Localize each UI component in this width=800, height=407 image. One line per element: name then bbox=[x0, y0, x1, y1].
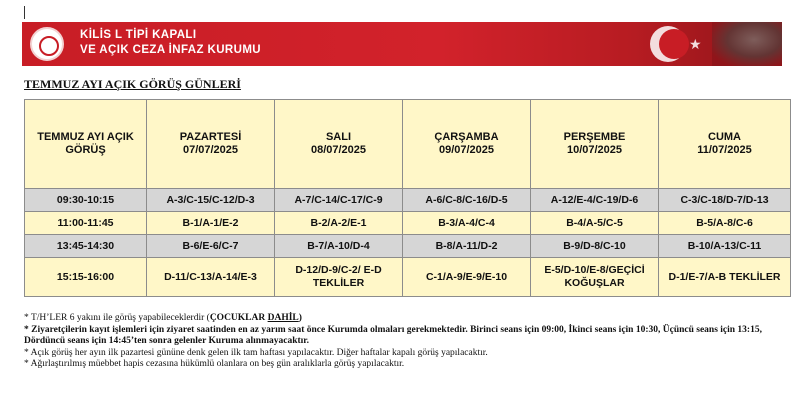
note-text: * Ziyaretçilerin kayıt işlemleri için ziyaret saatinden en az yarım saat önce Kurumda olmaları gerekmektedir. Birinci seans için 09:00, İkinci seans için 10:30, Üçüncü seans için 13:15, Dördüncü seans için 14:45’ten sonra gelenler Kuruma alınmayacaktır. bbox=[24, 324, 762, 347]
note-open-visit: * Açık görüş her ayın ilk pazartesi gününe denk gelen ilk tam haftası yapılacaktır. Diğer haftalar kapalı görüş yapılacaktır. bbox=[24, 347, 488, 358]
table-cell: C-1/A-9/E-9/E-10 bbox=[403, 258, 531, 297]
flag-crescent-icon bbox=[650, 26, 686, 62]
table-cell: D-11/C-13/A-14/E-3 bbox=[147, 258, 275, 297]
table-cell: B-6/E-6/C-7 bbox=[147, 235, 275, 258]
note-life-sentence: * Ağırlaştırılmış müebbet hapis cezasına hükümlü olanlara on beş gün aralıklarla görüş yapılacaktır. bbox=[24, 359, 405, 370]
ministry-logo-icon bbox=[30, 27, 64, 61]
time-slot: 11:00-11:45 bbox=[25, 212, 147, 235]
table-cell: B-4/A-5/C-5 bbox=[531, 212, 659, 235]
note-emphasis-underlined: DAHİL bbox=[267, 313, 299, 323]
day-header-friday bbox=[659, 100, 791, 189]
table-row bbox=[25, 235, 791, 258]
institution-title bbox=[80, 28, 261, 58]
note-text: * T/H’LER 6 yakını ile görüş yapabileceklerdir ( bbox=[24, 313, 210, 323]
flag-star-icon: ★ bbox=[689, 36, 702, 52]
note-relatives bbox=[24, 313, 790, 325]
table-cell: C-3/C-18/D-7/D-13 bbox=[659, 189, 791, 212]
table-cell: A-3/C-15/C-12/D-3 bbox=[147, 189, 275, 212]
portrait-image bbox=[712, 22, 782, 66]
table-cell: B-2/A-2/E-1 bbox=[275, 212, 403, 235]
day-date: 08/07/2025 bbox=[310, 144, 367, 156]
day-header-tuesday bbox=[275, 100, 403, 189]
institution-title-line2: VE AÇIK CEZA İNFAZ KURUMU bbox=[80, 44, 262, 56]
day-header-thursday bbox=[531, 100, 659, 189]
text-cursor bbox=[24, 6, 25, 19]
table-cell: B-3/A-4/C-4 bbox=[403, 212, 531, 235]
page-heading: TEMMUZ AYI AÇIK GÖRÜŞ GÜNLERİ bbox=[24, 77, 241, 91]
table-cell: B-5/A-8/C-6 bbox=[659, 212, 791, 235]
day-header-monday bbox=[147, 100, 275, 189]
table-row bbox=[25, 189, 791, 212]
day-name: ÇARŞAMBA bbox=[434, 131, 499, 143]
table-cell: B-1/A-1/E-2 bbox=[147, 212, 275, 235]
table-cell: E-5/D-10/E-8/GEÇİCİ KOĞUŞLAR bbox=[531, 258, 659, 297]
day-name: SALI bbox=[325, 131, 352, 143]
table-cell: B-10/A-13/C-11 bbox=[659, 235, 791, 258]
day-name: PERŞEMBE bbox=[563, 131, 626, 143]
corner-header: TEMMUZ AYI AÇIK GÖRÜŞ bbox=[25, 100, 147, 189]
table-cell: B-9/D-8/C-10 bbox=[531, 235, 659, 258]
table-row bbox=[25, 258, 791, 297]
notes-section bbox=[24, 313, 790, 371]
table-row bbox=[25, 212, 791, 235]
table-cell: A-12/E-4/C-19/D-6 bbox=[531, 189, 659, 212]
note-registration bbox=[24, 325, 790, 348]
visit-schedule-table bbox=[24, 99, 791, 297]
table-cell: B-8/A-11/D-2 bbox=[403, 235, 531, 258]
table-cell: A-6/C-8/C-16/D-5 bbox=[403, 189, 531, 212]
day-date: 07/07/2025 bbox=[182, 144, 239, 156]
day-header-wednesday bbox=[403, 100, 531, 189]
institution-banner bbox=[22, 22, 782, 66]
time-slot: 15:15-16:00 bbox=[25, 258, 147, 297]
day-date: 11/07/2025 bbox=[697, 144, 752, 156]
institution-title-line1: KİLİS L TİPİ KAPALI bbox=[80, 29, 197, 41]
note-emphasis: ÇOCUKLAR bbox=[209, 313, 268, 323]
time-slot: 13:45-14:30 bbox=[25, 235, 147, 258]
time-slot: 09:30-10:15 bbox=[25, 189, 147, 212]
table-cell: B-7/A-10/D-4 bbox=[275, 235, 403, 258]
note-text: ) bbox=[298, 313, 302, 323]
table-cell: D-1/E-7/A-B TEKLİLER bbox=[659, 258, 791, 297]
day-date: 10/07/2025 bbox=[566, 144, 623, 156]
table-cell: A-7/C-14/C-17/C-9 bbox=[275, 189, 403, 212]
day-name: PAZARTESİ bbox=[179, 131, 242, 143]
day-date: 09/07/2025 bbox=[438, 144, 495, 156]
table-cell: D-12/D-9/C-2/ E-D TEKLİLER bbox=[275, 258, 403, 297]
day-name: CUMA bbox=[708, 131, 741, 143]
table-header-row bbox=[25, 100, 791, 189]
